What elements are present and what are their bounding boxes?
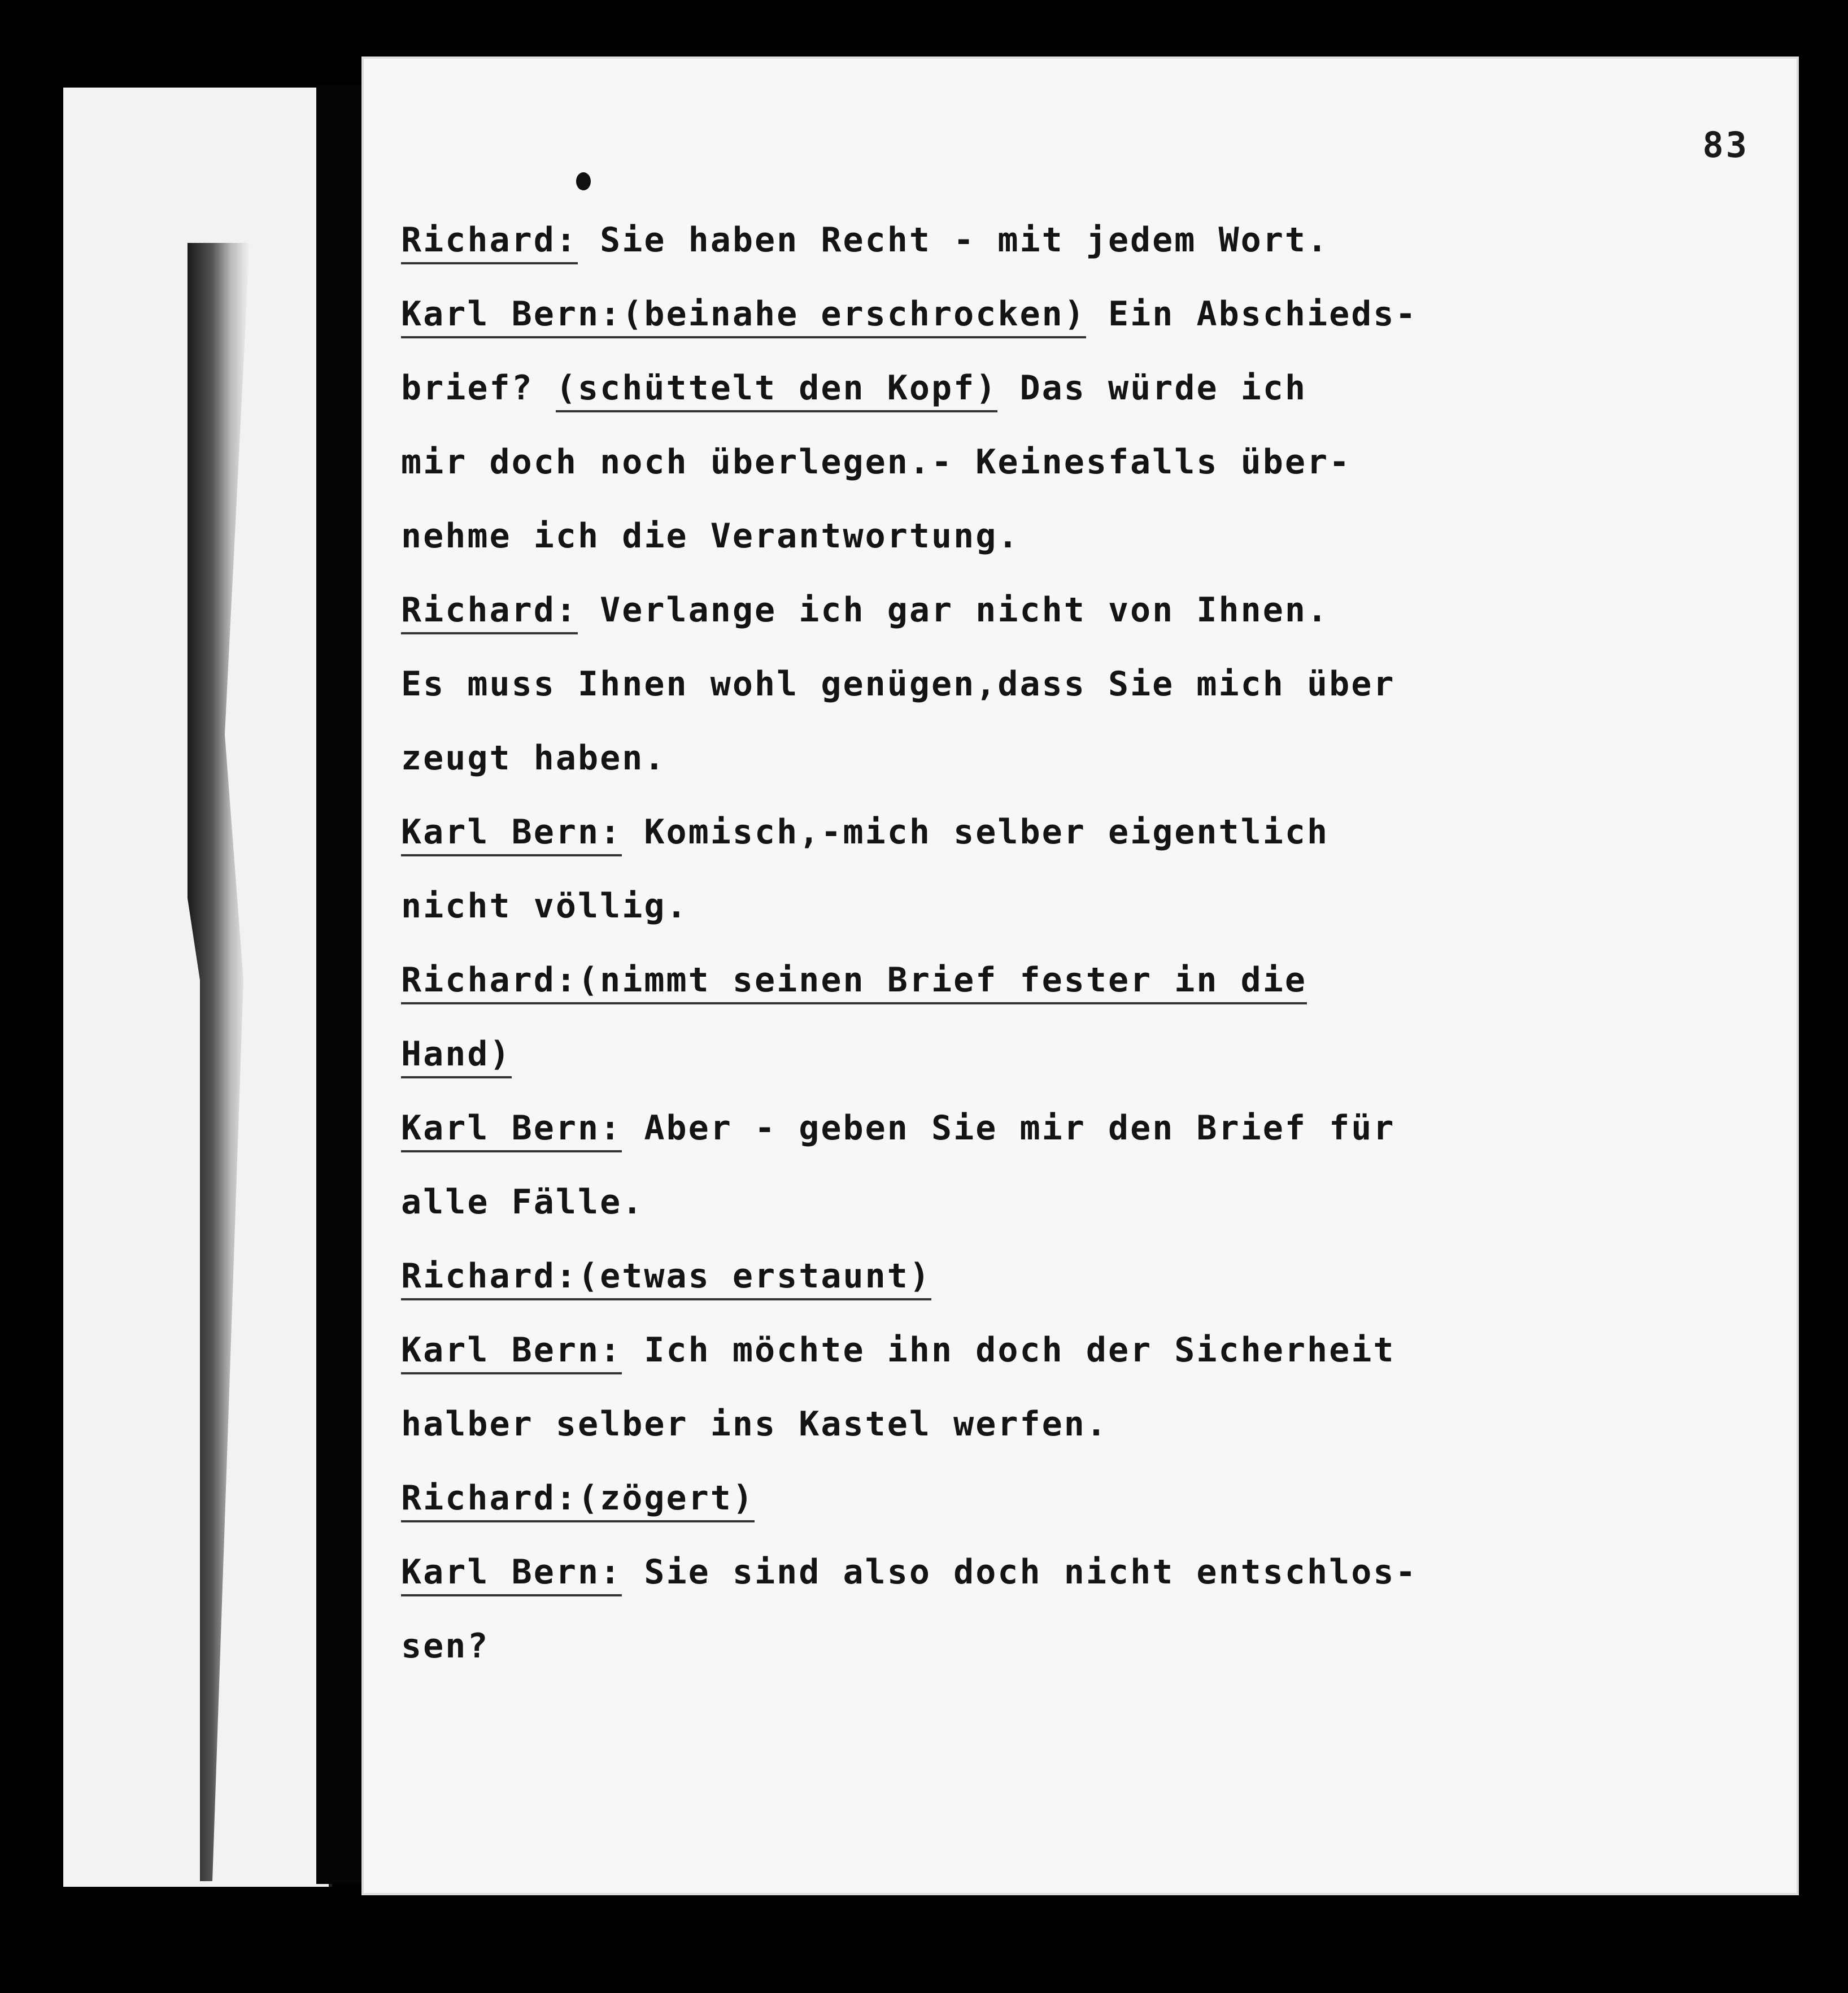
script-line bbox=[401, 1535, 1418, 1609]
dialogue-text: Verlange ich gar nicht von Ihnen. bbox=[577, 590, 1330, 630]
script-line bbox=[401, 1313, 1418, 1387]
dialogue-text: Sie sind also doch nicht entschlos- bbox=[622, 1552, 1418, 1592]
speaker-name: Karl Bern: bbox=[401, 294, 622, 338]
script-line bbox=[401, 1165, 1418, 1239]
speaker-name: Karl Bern: bbox=[401, 1330, 622, 1374]
script-line bbox=[401, 573, 1418, 647]
stage-direction: Hand) bbox=[401, 1034, 512, 1078]
script-text bbox=[401, 203, 1418, 1683]
stage-direction: (beinahe erschrocken) bbox=[622, 294, 1086, 338]
speaker-name: Richard: bbox=[401, 590, 578, 634]
script-line bbox=[401, 1017, 1418, 1091]
stage-direction: (nimmt seinen Brief fester in die bbox=[578, 960, 1307, 1004]
speaker-name: Karl Bern: bbox=[401, 1108, 622, 1152]
stage-direction: (zögert) bbox=[578, 1478, 755, 1522]
speaker-name: Richard: bbox=[401, 960, 578, 1004]
dialogue-text: Das würde ich bbox=[997, 368, 1307, 408]
binding-shadow bbox=[188, 243, 250, 1881]
stage-direction: (etwas erstaunt) bbox=[578, 1256, 931, 1300]
speaker-name: Richard: bbox=[401, 1478, 578, 1522]
speaker-name: Richard: bbox=[401, 220, 578, 264]
dialogue-text: nehme ich die Verantwortung. bbox=[401, 516, 1020, 556]
dialogue-text: Ein Abschieds- bbox=[1086, 294, 1418, 334]
dialogue-text: sen? bbox=[401, 1626, 490, 1666]
dialogue-text: Sie haben Recht - mit jedem Wort. bbox=[577, 220, 1330, 260]
dialogue-text: alle Fälle. bbox=[401, 1182, 644, 1222]
script-line bbox=[401, 351, 1418, 425]
dialogue-text: Aber - geben Sie mir den Brief für bbox=[622, 1108, 1396, 1148]
dialogue-text: Komisch,-mich selber eigentlich bbox=[622, 812, 1330, 852]
script-line bbox=[401, 869, 1418, 943]
punch-mark bbox=[576, 172, 591, 190]
dialogue-text: halber selber ins Kastel werfen. bbox=[401, 1404, 1108, 1444]
script-line bbox=[401, 1609, 1418, 1683]
dialogue-text: nicht völlig. bbox=[401, 886, 688, 926]
adjacent-page-strip bbox=[63, 88, 332, 1887]
script-line bbox=[401, 1461, 1418, 1535]
script-line bbox=[401, 277, 1418, 351]
script-line bbox=[401, 721, 1418, 795]
dialogue-text: Ich möchte ihn doch der Sicherheit bbox=[622, 1330, 1396, 1370]
script-line bbox=[401, 499, 1418, 573]
script-line bbox=[401, 203, 1418, 277]
speaker-name: Karl Bern: bbox=[401, 1552, 622, 1596]
dialogue-text: mir doch noch überlegen.- Keinesfalls über- bbox=[401, 442, 1352, 482]
dialogue-text: Es muss Ihnen wohl genügen,dass Sie mich über bbox=[401, 664, 1396, 704]
speaker-name: Karl Bern: bbox=[401, 812, 622, 856]
script-line bbox=[401, 1387, 1418, 1461]
page-number: 83 bbox=[1702, 124, 1749, 166]
speaker-name: Richard: bbox=[401, 1256, 578, 1300]
script-line bbox=[401, 943, 1418, 1017]
script-line bbox=[401, 647, 1418, 721]
script-line bbox=[401, 795, 1418, 869]
dialogue-text: zeugt haben. bbox=[401, 738, 666, 778]
script-line bbox=[401, 1091, 1418, 1165]
script-line bbox=[401, 425, 1418, 499]
stage-direction: (schüttelt den Kopf) bbox=[556, 368, 997, 412]
script-line bbox=[401, 1239, 1418, 1313]
dialogue-text: brief? bbox=[401, 368, 556, 408]
